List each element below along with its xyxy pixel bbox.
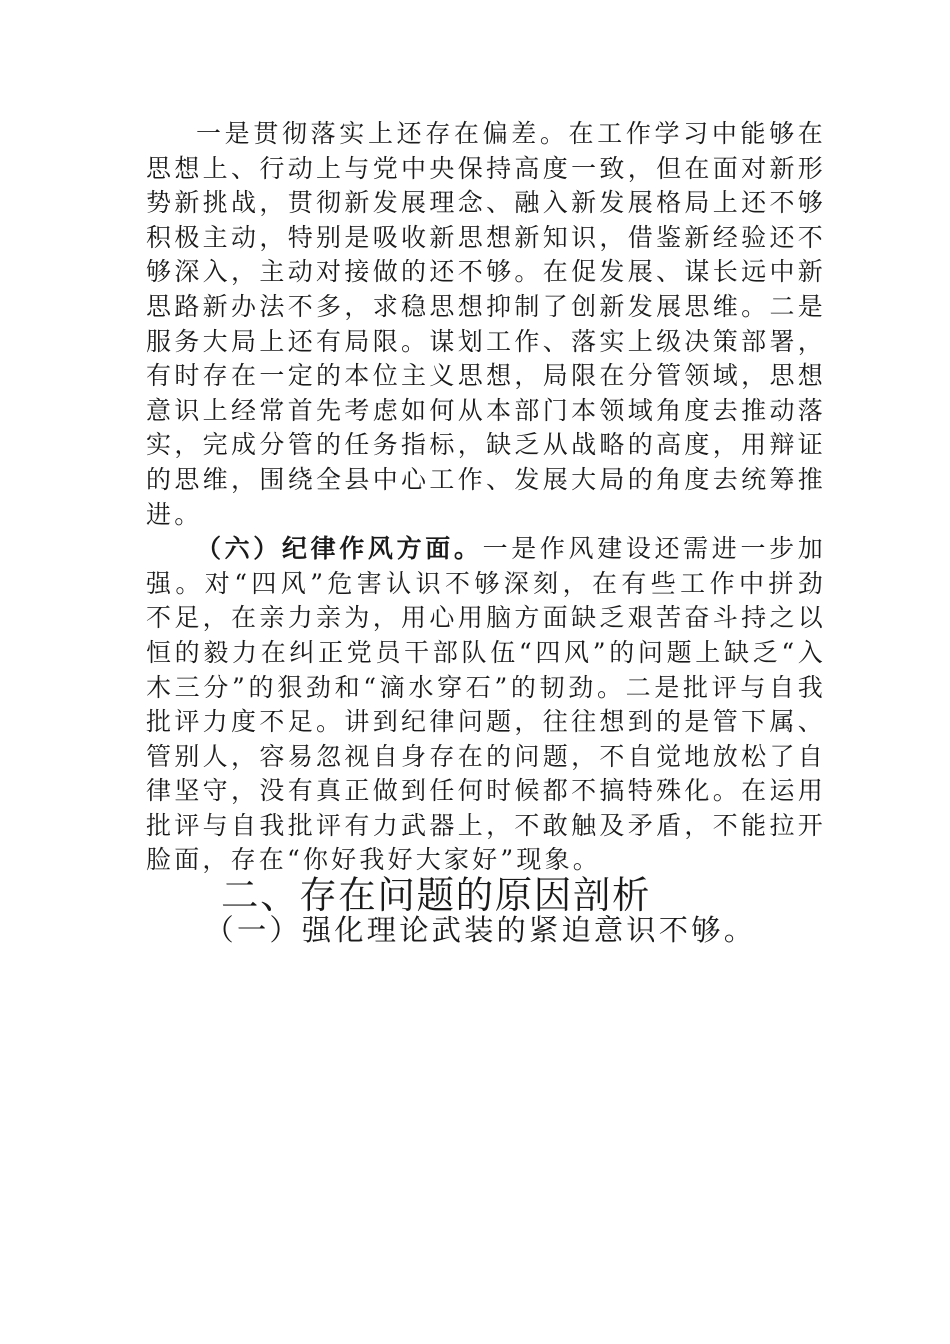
subsection-heading: （一）强化理论武装的紧迫意识不够。	[204, 912, 757, 947]
paragraph-lead-heading: （六）纪律作风方面。	[196, 534, 483, 564]
section-heading: 二、存在问题的原因剖析	[221, 873, 652, 918]
paragraph-discipline-and-service: 一是贯彻落实上还存在偏差。在工作学习中能够在思想上、行动上与党中央保持高度一致，但在面对新形势新挑战，贯彻新发展理念、融入新发展格局上还不够积极主动，特别是吸收新思想新知识，借鉴新经验还不够深入，主动对接做的还不够。在促发展、谋长远中新思路新办法不多，求稳思想抑制了创新发展思维。二是服务大局上还有局限。谋划工作、落实上级决策部署，有时存在一定的本位主义思想，局限在分管领域，思想意识上经常首先考虑如何从本部门本领域角度去推动落实，完成分管的任务指标，缺乏从战略的高度，用辩证的思维，围绕全县中心工作、发展大局的角度去统筹推进。	[146, 119, 826, 529]
document-body	[146, 117, 826, 947]
paragraph-body-text: 一是作风建设还需进一步加强。对“四风”危害认识不够深刻，在有些工作中拼劲不足，在亲力亲为，用心用脑方面缺乏艰苦奋斗持之以恒的毅力在纠正党员干部队伍“四风”的问题上缺乏“入木三分”的狠劲和“滴水穿石”的韧劲。二是批评与自我批评力度不足。讲到纪律问题，往往想到的是管下属、管别人，容易忽视自身存在的问题，不自觉地放松了自律坚守，没有真正做到任何时候都不搞特殊化。在运用批评与自我批评有力武器上，不敢触及矛盾，不能拉开脸面，存在“你好我好大家好”现象。	[146, 534, 826, 875]
paragraph-work-style	[146, 532, 826, 878]
